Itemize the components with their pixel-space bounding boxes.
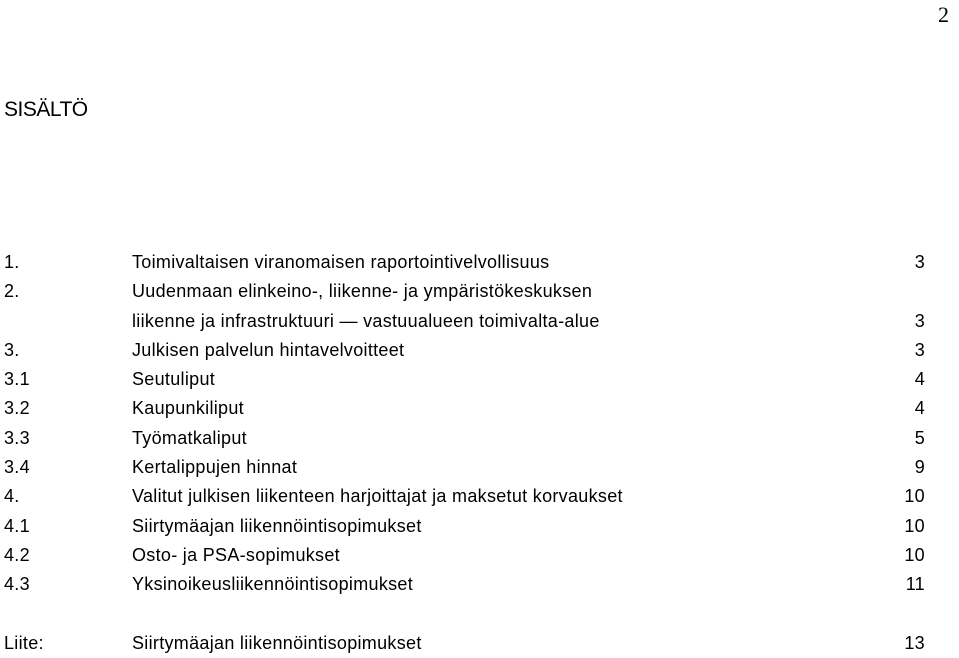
toc-entry-page: 4 bbox=[914, 369, 925, 390]
toc-entry-number: 4. bbox=[4, 486, 20, 507]
toc-entry-page: 3 bbox=[914, 339, 925, 360]
toc-entry-title: Osto- ja PSA-sopimukset bbox=[132, 544, 340, 565]
toc-entry-number: 1. bbox=[4, 252, 20, 272]
toc-entry-title: Yksinoikeusliikennöintisopimukset bbox=[132, 574, 414, 595]
spacer bbox=[0, 600, 959, 629]
toc-entry bbox=[0, 424, 959, 453]
toc-entry bbox=[0, 570, 959, 599]
toc-entry-number: 3. bbox=[4, 339, 20, 360]
appendix-page: 13 bbox=[904, 632, 925, 653]
toc-entry-page: 10 bbox=[904, 515, 925, 536]
toc-entry bbox=[0, 394, 959, 423]
toc-entry bbox=[0, 336, 959, 365]
toc-entry-number: 4.2 bbox=[4, 544, 30, 565]
toc-entry-title: Työmatkaliput bbox=[132, 427, 247, 448]
toc-entry-number: 3.4 bbox=[4, 457, 30, 478]
toc-entry-page: 10 bbox=[904, 486, 925, 507]
toc-entry-number: 3.2 bbox=[4, 398, 30, 419]
toc-entry-page: 4 bbox=[914, 398, 925, 419]
toc-entry-number: 4.1 bbox=[4, 515, 30, 536]
toc-entry bbox=[0, 541, 959, 570]
toc-entry bbox=[0, 365, 959, 394]
page-number: 2 bbox=[938, 2, 949, 27]
toc-entry-title: liikenne ja infrastruktuuri — vastuualueen toimivalta-alue bbox=[132, 310, 600, 331]
toc-entry-page: 11 bbox=[905, 574, 925, 595]
toc-entry-number: 3.3 bbox=[4, 427, 30, 448]
toc-entry-page: 10 bbox=[904, 544, 925, 565]
contents-heading: SISÄLTÖ bbox=[4, 98, 88, 121]
toc-entry bbox=[0, 277, 959, 306]
toc-entry-title: Julkisen palvelun hintavelvoitteet bbox=[132, 339, 405, 360]
toc-entry-title: Toimivaltaisen viranomaisen raportointivelvollisuus bbox=[132, 252, 550, 272]
toc-entry-title: Siirtymäajan liikennöintisopimukset bbox=[132, 515, 422, 536]
toc-entry-page: 3 bbox=[914, 310, 925, 331]
toc-entry bbox=[0, 512, 959, 541]
toc-entry-title: Seutuliput bbox=[132, 369, 216, 390]
toc-entry-page: 9 bbox=[914, 457, 925, 478]
toc-entry-title: Kaupunkiliput bbox=[132, 398, 244, 419]
appendix-entry bbox=[0, 629, 959, 658]
toc-entry-number: 4.3 bbox=[4, 574, 30, 595]
toc-entry bbox=[0, 307, 959, 336]
toc-entry bbox=[0, 482, 959, 511]
appendix-label: Liite: bbox=[4, 632, 44, 653]
toc-entry bbox=[0, 248, 959, 277]
toc-entry bbox=[0, 453, 959, 482]
toc-entry-title: Uudenmaan elinkeino-, liikenne- ja ympäristökeskuksen bbox=[132, 281, 593, 302]
toc-entry-title: Kertalippujen hinnat bbox=[132, 457, 298, 478]
toc-entry-title: Valitut julkisen liikenteen harjoittajat ja maksetut korvaukset bbox=[132, 486, 623, 507]
toc-entry-page: 5 bbox=[914, 427, 925, 448]
toc-entry-number: 3.1 bbox=[4, 369, 30, 390]
toc-entry-number: 2. bbox=[4, 281, 20, 302]
table-of-contents bbox=[0, 248, 959, 658]
toc-entry-page: 3 bbox=[914, 252, 925, 272]
appendix-title: Siirtymäajan liikennöintisopimukset bbox=[132, 632, 422, 653]
